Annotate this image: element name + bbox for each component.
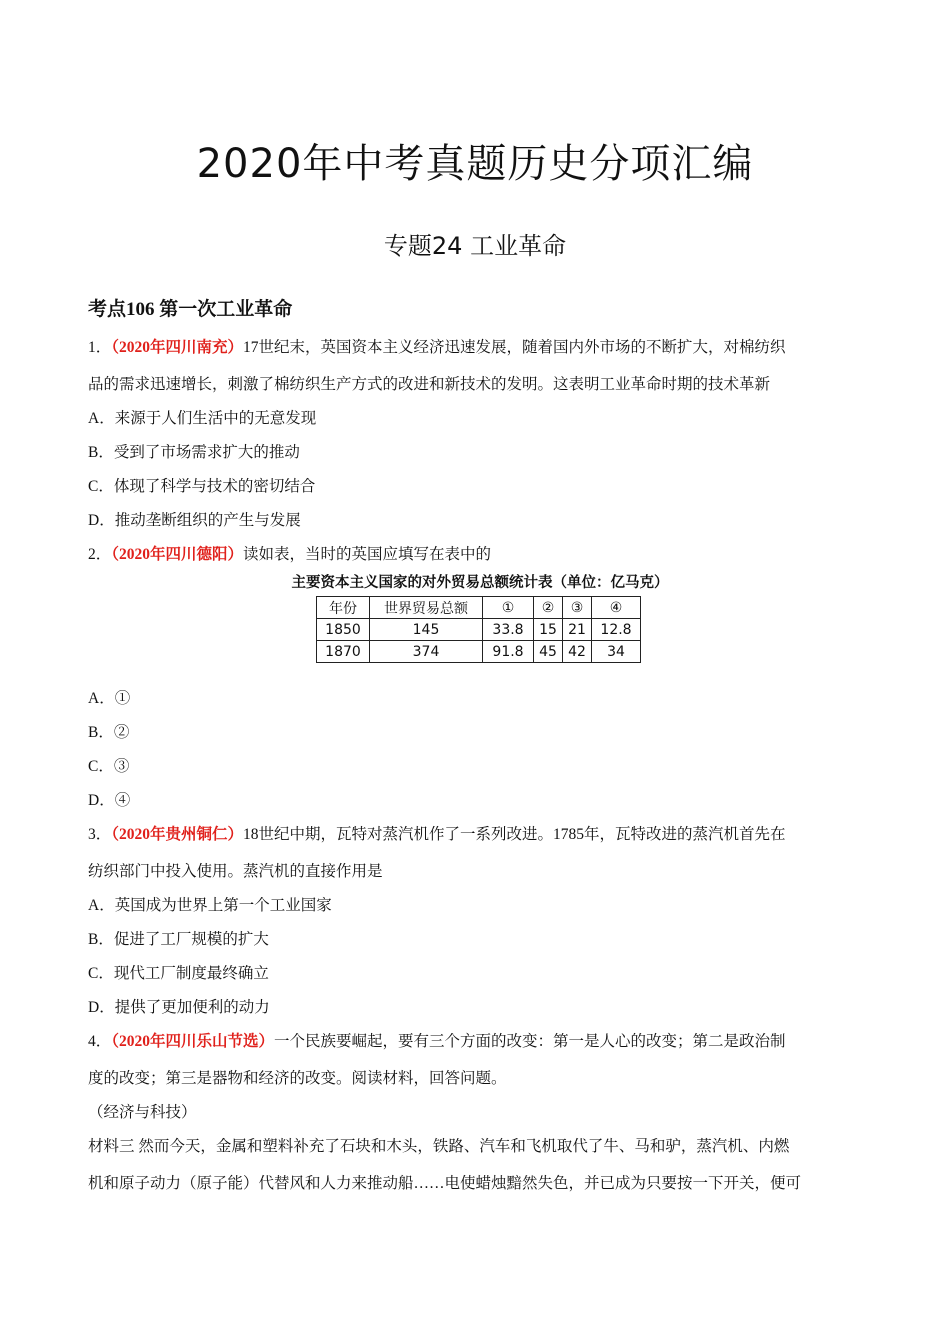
q1-option-a: A．来源于人们生活中的无意发现: [88, 410, 317, 427]
q1-number: 1．: [88, 339, 112, 356]
q2-option-b: B．②: [88, 724, 130, 741]
q1-text: 17世纪末，英国资本主义经济迅速发展，随着国内外市场的不断扩大，对棉纺织: [243, 339, 786, 356]
q4-text: 一个民族要崛起，要有三个方面的改变：第一是人心的改变；第二是政治制: [274, 1033, 786, 1050]
q2-option-d: D．④: [88, 792, 131, 809]
q3-stem-line2: 纺织部门中投入使用。蒸汽机的直接作用是: [88, 863, 383, 880]
table-cell: 45: [534, 641, 563, 663]
document-title: 2020年中考真题历史分项汇编: [196, 141, 754, 187]
topic-subtitle: 专题24 工业革命: [383, 232, 567, 260]
q1-stem-line2: 品的需求迅速增长，刺激了棉纺织生产方式的改进和新技术的发明。这表明工业革命时期的技术革新: [88, 376, 771, 393]
q3-option-a: A．英国成为世界上第一个工业国家: [88, 897, 332, 914]
header-2: ②: [534, 597, 563, 619]
q1-source: （2020年四川南充）: [111, 339, 244, 356]
table-cell: 34: [592, 641, 641, 663]
q4-subheading: （经济与科技）: [88, 1104, 197, 1121]
table-row: [317, 641, 641, 663]
table-cell: 91.8: [483, 641, 534, 663]
q2-number: 2．: [88, 546, 112, 563]
table-cell: 12.8: [592, 619, 641, 641]
table-cell: 33.8: [483, 619, 534, 641]
table-header-row: [317, 597, 641, 619]
q1-option-b: B．受到了市场需求扩大的推动: [88, 444, 300, 461]
table-cell: 15: [534, 619, 563, 641]
q1-stem-line1: [88, 336, 863, 360]
q3-option-c: C．现代工厂制度最终确立: [88, 965, 269, 982]
q3-stem-line1: [88, 823, 863, 847]
table-cell: 145: [370, 619, 483, 641]
q2-option-c: C．③: [88, 758, 130, 775]
table-cell: 1870: [317, 641, 370, 663]
q4-material-line1: 材料三 然而今天，金属和塑料补充了石块和木头，铁路、汽车和飞机取代了牛、马和驴，蒸汽机、内燃: [88, 1138, 790, 1155]
q2-text: 读如表，当时的英国应填写在表中的: [243, 546, 492, 563]
q2-option-a: A．①: [88, 690, 131, 707]
q4-stem-line2: 度的改变；第三是器物和经济的改变。阅读材料，回答问题。: [88, 1070, 507, 1087]
q2-source: （2020年四川德阳）: [111, 546, 244, 563]
q4-source: （2020年四川乐山节选）: [111, 1033, 275, 1050]
table-cell: 21: [563, 619, 592, 641]
table-cell: 374: [370, 641, 483, 663]
table-cell: 1850: [317, 619, 370, 641]
header-1: ①: [483, 597, 534, 619]
q2-stem-line1: [88, 543, 863, 567]
header-year: 年份: [317, 597, 370, 619]
q3-option-b: B．促进了工厂规模的扩大: [88, 931, 269, 948]
q3-text: 18世纪中期，瓦特对蒸汽机作了一系列改进。1785年，瓦特改进的蒸汽机首先在: [243, 826, 786, 843]
table-row: [317, 619, 641, 641]
table-cell: 42: [563, 641, 592, 663]
section-heading: 考点106 第一次工业革命: [88, 299, 293, 320]
q3-option-d: D．提供了更加便利的动力: [88, 999, 270, 1016]
table-caption: 主要资本主义国家的对外贸易总额统计表（单位：亿马克）: [291, 575, 669, 591]
trade-table: [316, 596, 641, 663]
q3-number: 3．: [88, 826, 112, 843]
q1-option-d: D．推动垄断组织的产生与发展: [88, 512, 301, 529]
header-world-total: 世界贸易总额: [370, 597, 483, 619]
q4-material-line2: 机和原子动力（原子能）代替风和人力来推动船……电使蜡烛黯然失色，并已成为只要按一下开关，便可: [88, 1175, 802, 1192]
header-4: ④: [592, 597, 641, 619]
q1-option-c: C．体现了科学与技术的密切结合: [88, 478, 316, 495]
q3-source: （2020年贵州铜仁）: [111, 826, 244, 843]
q4-number: 4．: [88, 1033, 112, 1050]
header-3: ③: [563, 597, 592, 619]
q4-stem-line1: [88, 1030, 863, 1054]
